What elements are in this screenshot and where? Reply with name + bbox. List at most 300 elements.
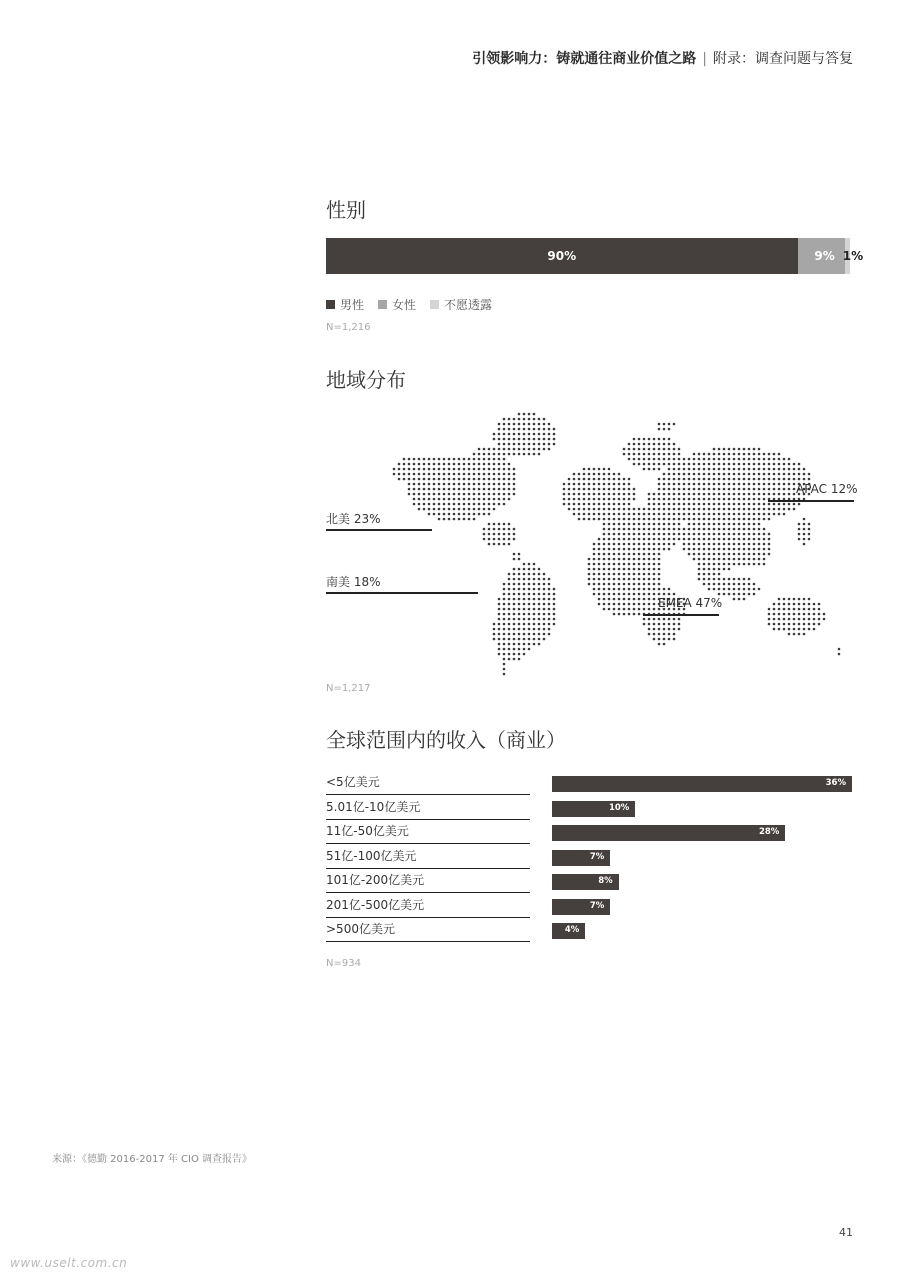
map-dot	[498, 448, 501, 451]
map-dot	[653, 443, 656, 446]
map-dot	[738, 458, 741, 461]
map-dot	[783, 598, 786, 601]
map-dot	[703, 578, 706, 581]
map-dot	[648, 523, 651, 526]
map-dot	[688, 478, 691, 481]
map-dot	[723, 513, 726, 516]
map-dot	[663, 503, 666, 506]
map-dot	[778, 513, 781, 516]
map-dot	[548, 623, 551, 626]
map-dot	[633, 593, 636, 596]
map-dot	[703, 468, 706, 471]
map-dot	[503, 583, 506, 586]
map-dot	[538, 613, 541, 616]
map-dot	[753, 463, 756, 466]
map-dot	[508, 493, 511, 496]
map-dot	[648, 553, 651, 556]
map-dot	[543, 438, 546, 441]
map-dot	[503, 648, 506, 651]
map-dot	[738, 598, 741, 601]
map-dot	[718, 578, 721, 581]
map-dot	[733, 588, 736, 591]
map-dot	[628, 443, 631, 446]
map-dot	[798, 533, 801, 536]
map-dot	[553, 433, 556, 436]
bar-female	[798, 238, 845, 274]
map-dot	[513, 638, 516, 641]
map-dot	[768, 508, 771, 511]
map-dot	[803, 473, 806, 476]
map-dot	[618, 563, 621, 566]
map-dot	[763, 498, 766, 501]
map-dot	[648, 558, 651, 561]
map-dot	[618, 488, 621, 491]
map-dot	[538, 423, 541, 426]
map-dot	[498, 643, 501, 646]
map-dot	[613, 578, 616, 581]
map-dot	[533, 618, 536, 621]
map-dot	[493, 623, 496, 626]
map-dot	[588, 508, 591, 511]
map-dot	[668, 533, 671, 536]
map-dot	[658, 513, 661, 516]
map-dot	[778, 453, 781, 456]
map-dot	[458, 493, 461, 496]
map-dot	[628, 588, 631, 591]
map-dot	[623, 568, 626, 571]
map-dot	[648, 593, 651, 596]
map-dot	[668, 523, 671, 526]
map-dot	[613, 608, 616, 611]
map-dot	[628, 603, 631, 606]
map-dot	[498, 653, 501, 656]
map-dot	[513, 628, 516, 631]
legend-male	[326, 296, 364, 313]
map-dot	[658, 523, 661, 526]
map-dot	[703, 523, 706, 526]
map-dot	[608, 473, 611, 476]
map-dot	[778, 623, 781, 626]
map-dot	[763, 453, 766, 456]
map-dot	[578, 508, 581, 511]
map-dot	[428, 488, 431, 491]
map-dot	[518, 453, 521, 456]
map-dot	[538, 603, 541, 606]
map-dot	[693, 513, 696, 516]
map-dot	[743, 493, 746, 496]
map-dot	[618, 613, 621, 616]
map-dot	[393, 473, 396, 476]
map-dot	[673, 628, 676, 631]
map-dot	[593, 488, 596, 491]
map-dot	[728, 458, 731, 461]
map-dot	[743, 553, 746, 556]
map-dot	[538, 433, 541, 436]
map-dot	[643, 523, 646, 526]
map-dot	[493, 433, 496, 436]
map-dot	[728, 558, 731, 561]
map-dot	[503, 653, 506, 656]
map-dot	[818, 608, 821, 611]
map-dot	[508, 608, 511, 611]
map-dot	[688, 553, 691, 556]
map-dot	[713, 548, 716, 551]
map-dot	[763, 558, 766, 561]
map-dot	[633, 548, 636, 551]
map-dot	[748, 538, 751, 541]
map-dot	[408, 478, 411, 481]
map-dot	[753, 523, 756, 526]
map-dot	[793, 598, 796, 601]
map-dot	[573, 493, 576, 496]
map-dot	[668, 588, 671, 591]
map-dot	[663, 428, 666, 431]
map-dot	[448, 498, 451, 501]
map-dot	[663, 633, 666, 636]
map-dot	[623, 488, 626, 491]
map-dot	[638, 543, 641, 546]
map-dot	[503, 628, 506, 631]
map-dot	[663, 593, 666, 596]
map-dot	[748, 478, 751, 481]
map-dot	[728, 493, 731, 496]
map-dot	[668, 498, 671, 501]
map-dot	[678, 538, 681, 541]
source-note: 来源：《德勤 2016-2017 年 CIO 调查报告》	[52, 1154, 253, 1165]
map-dot	[608, 543, 611, 546]
map-dot	[448, 518, 451, 521]
map-dot	[638, 598, 641, 601]
map-dot	[713, 473, 716, 476]
map-dot	[643, 458, 646, 461]
map-dot	[468, 478, 471, 481]
map-dot	[773, 613, 776, 616]
revenue-bar-value: 7%	[589, 851, 605, 862]
map-dot	[703, 563, 706, 566]
map-dot	[663, 458, 666, 461]
map-dot	[733, 503, 736, 506]
map-dot	[663, 438, 666, 441]
map-dot	[643, 598, 646, 601]
map-dot	[553, 618, 556, 621]
map-dot	[573, 498, 576, 501]
map-dot	[653, 508, 656, 511]
map-dot	[543, 598, 546, 601]
map-dot	[823, 613, 826, 616]
map-dot	[588, 488, 591, 491]
map-dot	[748, 528, 751, 531]
map-dot	[503, 608, 506, 611]
map-dot	[528, 623, 531, 626]
map-dot	[643, 438, 646, 441]
map-dot	[783, 613, 786, 616]
map-dot	[788, 608, 791, 611]
map-dot	[653, 458, 656, 461]
map-dot	[758, 458, 761, 461]
map-dot	[638, 453, 641, 456]
map-dot	[628, 568, 631, 571]
map-dot	[628, 513, 631, 516]
map-dot	[473, 518, 476, 521]
map-dot	[508, 643, 511, 646]
map-dot	[478, 503, 481, 506]
map-dot	[768, 488, 771, 491]
map-dot	[503, 458, 506, 461]
map-dot	[803, 478, 806, 481]
map-dot	[493, 438, 496, 441]
map-dot	[713, 573, 716, 576]
map-dot	[413, 488, 416, 491]
map-dot	[433, 463, 436, 466]
map-dot	[728, 593, 731, 596]
map-dot	[593, 478, 596, 481]
map-dot	[523, 628, 526, 631]
map-dot	[743, 543, 746, 546]
map-dot	[503, 463, 506, 466]
map-dot	[678, 458, 681, 461]
map-dot	[733, 528, 736, 531]
map-dot	[778, 483, 781, 486]
map-dot	[633, 438, 636, 441]
map-dot	[513, 573, 516, 576]
map-dot	[508, 603, 511, 606]
map-dot	[673, 463, 676, 466]
map-dot	[513, 478, 516, 481]
map-dot	[763, 488, 766, 491]
map-dot	[728, 448, 731, 451]
map-dot	[593, 513, 596, 516]
map-dot	[603, 553, 606, 556]
map-dot	[518, 448, 521, 451]
map-dot	[613, 563, 616, 566]
map-dot	[528, 633, 531, 636]
map-dot	[703, 573, 706, 576]
map-dot	[423, 503, 426, 506]
map-dot	[503, 523, 506, 526]
region-line-south-america	[326, 592, 478, 594]
map-dot	[533, 438, 536, 441]
map-dot	[768, 538, 771, 541]
map-dot	[738, 588, 741, 591]
map-dot	[778, 603, 781, 606]
map-dot	[698, 543, 701, 546]
map-dot	[613, 568, 616, 571]
map-dot	[513, 453, 516, 456]
map-dot	[758, 448, 761, 451]
map-dot	[578, 483, 581, 486]
map-dot	[523, 603, 526, 606]
map-dot	[468, 508, 471, 511]
map-dot	[743, 468, 746, 471]
map-dot	[508, 633, 511, 636]
map-dot	[703, 533, 706, 536]
map-dot	[773, 463, 776, 466]
map-dot	[803, 603, 806, 606]
map-dot	[768, 473, 771, 476]
map-dot	[508, 433, 511, 436]
map-dot	[603, 508, 606, 511]
map-dot	[698, 528, 701, 531]
map-dot	[658, 493, 661, 496]
map-dot	[453, 488, 456, 491]
report-title: 引领影响力：铸就通往商业价值之路	[472, 51, 697, 67]
map-dot	[623, 498, 626, 501]
map-dot	[673, 468, 676, 471]
map-dot	[753, 498, 756, 501]
map-dot	[658, 583, 661, 586]
map-dot	[483, 493, 486, 496]
map-dot	[623, 573, 626, 576]
map-dot	[658, 628, 661, 631]
map-dot	[548, 628, 551, 631]
map-dot	[548, 633, 551, 636]
map-dot	[838, 648, 841, 651]
map-dot	[443, 518, 446, 521]
map-dot	[718, 538, 721, 541]
map-dot	[673, 593, 676, 596]
map-dot	[538, 608, 541, 611]
map-dot	[723, 563, 726, 566]
map-dot	[508, 443, 511, 446]
map-dot	[698, 573, 701, 576]
revenue-category-label: 11亿-50亿美元	[326, 821, 530, 844]
map-dot	[563, 493, 566, 496]
map-dot	[788, 628, 791, 631]
map-dot	[548, 593, 551, 596]
map-dot	[553, 438, 556, 441]
map-dot	[493, 448, 496, 451]
map-dot	[458, 463, 461, 466]
map-dot	[543, 433, 546, 436]
map-dot	[763, 503, 766, 506]
map-dot	[738, 508, 741, 511]
map-dot	[668, 493, 671, 496]
map-dot	[623, 508, 626, 511]
map-dot	[738, 563, 741, 566]
map-dot	[728, 528, 731, 531]
map-dot	[563, 498, 566, 501]
map-dot	[633, 558, 636, 561]
map-dot	[493, 498, 496, 501]
map-dot	[723, 473, 726, 476]
map-dot	[623, 598, 626, 601]
map-dot	[528, 613, 531, 616]
map-dot	[723, 538, 726, 541]
map-dot	[643, 543, 646, 546]
map-dot	[613, 598, 616, 601]
map-dot	[723, 518, 726, 521]
map-dot	[698, 478, 701, 481]
map-dot	[698, 458, 701, 461]
map-dot	[523, 443, 526, 446]
map-dot	[698, 533, 701, 536]
map-dot	[513, 613, 516, 616]
map-dot	[638, 613, 641, 616]
map-dot	[798, 528, 801, 531]
map-dot	[728, 513, 731, 516]
map-dot	[613, 613, 616, 616]
map-dot	[508, 538, 511, 541]
map-dot	[443, 473, 446, 476]
revenue-category-label: 51亿-100亿美元	[326, 846, 530, 869]
map-dot	[438, 518, 441, 521]
map-dot	[643, 558, 646, 561]
map-dot	[538, 618, 541, 621]
map-dot	[498, 628, 501, 631]
map-dot	[788, 478, 791, 481]
map-dot	[768, 543, 771, 546]
map-dot	[673, 493, 676, 496]
revenue-bar-value: 8%	[598, 876, 613, 886]
map-dot	[643, 578, 646, 581]
map-dot	[753, 553, 756, 556]
map-dot	[488, 503, 491, 506]
map-dot	[708, 583, 711, 586]
map-dot	[508, 418, 511, 421]
map-dot	[438, 508, 441, 511]
map-dot	[583, 493, 586, 496]
map-dot	[638, 608, 641, 611]
map-dot	[598, 468, 601, 471]
map-dot	[553, 623, 556, 626]
map-dot	[513, 443, 516, 446]
map-dot	[653, 603, 656, 606]
map-dot	[633, 588, 636, 591]
map-dot	[793, 488, 796, 491]
map-dot	[658, 438, 661, 441]
map-dot	[783, 458, 786, 461]
map-dot	[588, 578, 591, 581]
map-dot	[513, 618, 516, 621]
map-dot	[688, 528, 691, 531]
map-dot	[683, 468, 686, 471]
map-dot	[803, 518, 806, 521]
map-dot	[628, 613, 631, 616]
map-dot	[723, 593, 726, 596]
map-dot	[628, 493, 631, 496]
map-dot	[698, 538, 701, 541]
map-dot	[748, 483, 751, 486]
map-dot	[633, 613, 636, 616]
map-dot	[708, 568, 711, 571]
map-dot	[668, 448, 671, 451]
map-dot	[778, 613, 781, 616]
revenue-bar-value: 7%	[589, 900, 605, 911]
map-dot	[658, 558, 661, 561]
map-dot	[798, 608, 801, 611]
map-dot	[658, 533, 661, 536]
map-dot	[738, 488, 741, 491]
map-dot	[433, 503, 436, 506]
map-dot	[578, 488, 581, 491]
map-dot	[793, 623, 796, 626]
map-dot	[688, 493, 691, 496]
map-dot	[473, 458, 476, 461]
map-dot	[738, 518, 741, 521]
map-dot	[533, 563, 536, 566]
map-dot	[503, 503, 506, 506]
map-dot	[613, 543, 616, 546]
map-dot	[753, 503, 756, 506]
map-dot	[418, 493, 421, 496]
map-dot	[753, 488, 756, 491]
map-dot	[498, 468, 501, 471]
map-dot	[638, 513, 641, 516]
map-dot	[583, 513, 586, 516]
map-dot	[573, 488, 576, 491]
map-dot	[508, 498, 511, 501]
map-dot	[763, 533, 766, 536]
